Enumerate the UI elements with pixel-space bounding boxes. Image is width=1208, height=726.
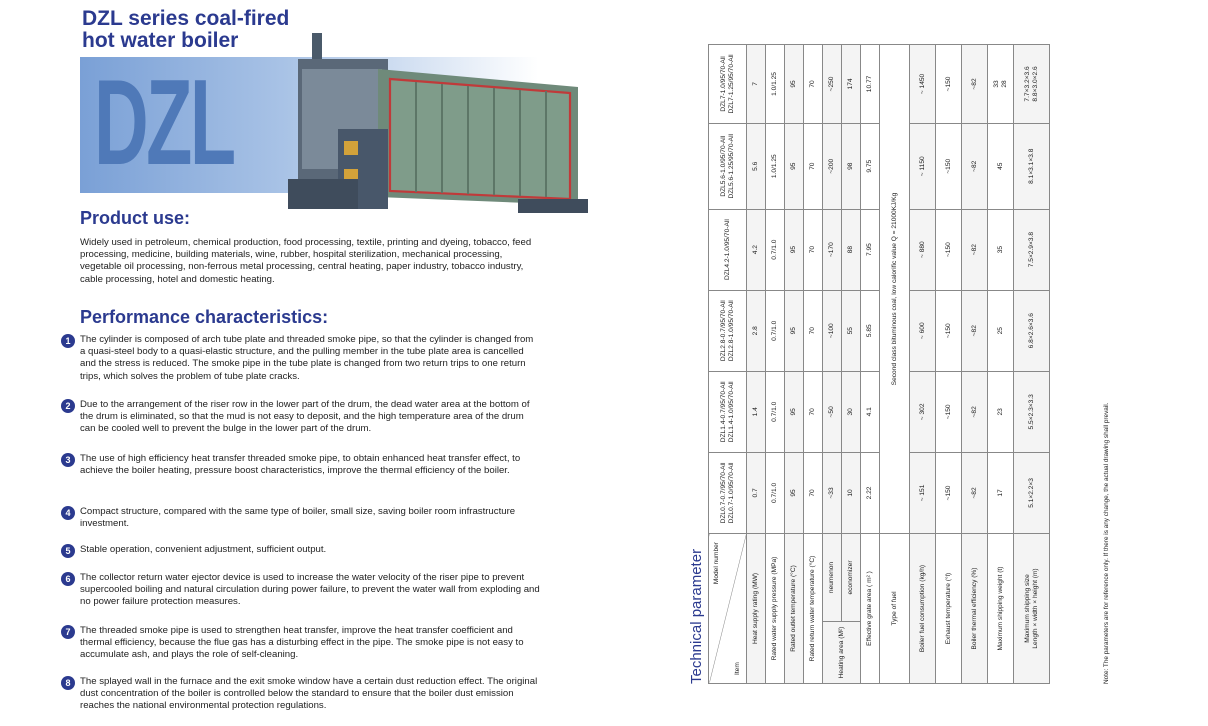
row-label: Rated return water temperature (°C) <box>804 534 823 684</box>
table-note: Note: The parameters are for reference only. If there is any change, the actual drawing shall prevail. <box>1103 402 1110 684</box>
table-cell: 5.85 <box>861 290 880 371</box>
table-cell: 0.7/1.0 <box>766 209 785 290</box>
table-cell: 25 <box>988 290 1014 371</box>
table-cell: ~150 <box>936 45 962 124</box>
table-cell: ~170 <box>823 209 842 290</box>
table-cell: ~ 1450 <box>910 45 936 124</box>
table-cell: 0.7/1.0 <box>766 452 785 533</box>
row-label: Maximum shipping weight (t) <box>988 534 1014 684</box>
hero-banner <box>80 54 538 193</box>
table-cell: ~200 <box>823 123 842 209</box>
performance-heading: Performance characteristics: <box>80 307 329 327</box>
table-cell: ~ 880 <box>910 209 936 290</box>
technical-parameter-page <box>688 34 1110 684</box>
model-cell: DZL4.2-1.0/95/70-All <box>709 209 747 290</box>
table-cell: 0.7/1.0 <box>766 371 785 452</box>
header-item: Item <box>734 662 742 675</box>
row-label: Boiler thermal efficiency (%) <box>962 534 988 684</box>
row-label: Exhaust temperature (°l) <box>936 534 962 684</box>
table-cell: 95 <box>785 371 804 452</box>
row-label: Heat supply rating (MW) <box>747 534 766 684</box>
table-cell: 70 <box>804 123 823 209</box>
table-row <box>785 45 804 684</box>
table-cell: 70 <box>804 371 823 452</box>
row-label: Boiler fuel consumption (kg/h) <box>910 534 936 684</box>
fuel-type-cell: Second class bituminous coal, low calorific value Q = 21000KJ/Kg <box>880 45 910 534</box>
model-cell: DZL0.7-0.7/95/70-All DZL0.7-1.0/95/70-All <box>709 452 747 533</box>
table-row <box>861 45 880 684</box>
table-row <box>1014 45 1050 684</box>
table-cell: 33 28 <box>988 45 1014 124</box>
row-label: Rated outlet temperature (°C) <box>785 534 804 684</box>
table-cell: ~50 <box>823 371 842 452</box>
table-cell: 7 <box>747 45 766 124</box>
table-cell: 4.2 <box>747 209 766 290</box>
hero-dzl-text: DZL <box>94 54 234 190</box>
table-row <box>842 45 861 684</box>
header-model-number: Model number <box>713 542 720 585</box>
table-row <box>766 45 785 684</box>
table-cell: 0.7 <box>747 452 766 533</box>
product-use-heading: Product use: <box>80 208 191 228</box>
table-cell: 2.8 <box>747 290 766 371</box>
item-text: The use of high efficiency heat transfer threaded smoke pipe, to obtain enhanced heat transfer effect, to achieve the boiler heating, pressure boost characteristics, improve the thermal efficiency of the boiler. <box>80 453 521 477</box>
table-cell: 1.0/1.25 <box>766 45 785 124</box>
table-cell: 35 <box>988 209 1014 290</box>
table-cell: 5.6 <box>747 123 766 209</box>
table-cell: 7.95 <box>861 209 880 290</box>
rotated-content <box>688 34 1110 684</box>
table-cell: 7.5×2.9×3.8 <box>1014 209 1050 290</box>
model-cell: DZL2.8-0.7/95/70-All DZL2.8-1.0/95/70-All <box>709 290 747 371</box>
table-cell: ~150 <box>936 209 962 290</box>
table-cell: 5.5×2.3×3.3 <box>1014 371 1050 452</box>
table-cell: ~33 <box>823 452 842 533</box>
item-text: The cylinder is composed of arch tube plate and threaded smoke pipe, so that the cylinder is changed from a quasi-steel body to a quasi-elastic structure, and the pulling member in the tube plate area is cancelled and the stress is reduced. The smoke pipe in the tube plate is changed from two return trips to one return trips, which solves the problem of tube plate cracks. <box>80 334 534 382</box>
table-cell: 95 <box>785 45 804 124</box>
row-label: Effective grate area ( m² ) <box>861 534 880 684</box>
item-number-badge: 8 <box>61 676 75 690</box>
table-cell: 2.22 <box>861 452 880 533</box>
table-cell: ~82 <box>962 290 988 371</box>
table-cell: ~82 <box>962 209 988 290</box>
item-number-badge: 4 <box>61 506 75 520</box>
technical-parameter-title: Technical parameter <box>688 548 705 684</box>
table-cell: 30 <box>842 371 861 452</box>
item-number-badge: 5 <box>61 544 75 558</box>
item-text: Compact structure, compared with the same type of boiler, small size, saving boiler room infrastructure investment. <box>80 506 516 530</box>
table-cell: 95 <box>785 290 804 371</box>
row-sublabel: neumenon <box>823 534 842 622</box>
table-header-row <box>709 45 747 684</box>
table-row <box>962 45 988 684</box>
table-cell: 55 <box>842 290 861 371</box>
table-cell: 1.4 <box>747 371 766 452</box>
table-cell: ~82 <box>962 123 988 209</box>
table-cell: ~ 151 <box>910 452 936 533</box>
table-cell: 6.8×2.6×3.6 <box>1014 290 1050 371</box>
table-cell: ~ 1150 <box>910 123 936 209</box>
table-cell: 10.77 <box>861 45 880 124</box>
table-row <box>936 45 962 684</box>
table-cell: 95 <box>785 452 804 533</box>
item-number-badge: 3 <box>61 453 75 467</box>
table-cell: ~150 <box>936 371 962 452</box>
table-cell: ~82 <box>962 371 988 452</box>
table-cell: 5.1×2.2×3 <box>1014 452 1050 533</box>
item-text: Stable operation, convenient adjustment, sufficient output. <box>80 544 327 555</box>
page-title <box>82 8 289 52</box>
table-cell: 23 <box>988 371 1014 452</box>
table-row <box>804 45 823 684</box>
row-sublabel: economizer <box>842 534 861 622</box>
model-cell: DZL7-1.0/95/70-All DZL7-1.25/95/70-All <box>709 45 747 124</box>
item-number-badge: 6 <box>61 572 75 586</box>
table-row <box>988 45 1014 684</box>
table-cell: 0.7/1.0 <box>766 290 785 371</box>
table-cell: 174 <box>842 45 861 124</box>
model-cell: DZL5.6-1.0/95/70-All DZL5.6-1.25/95/70-All <box>709 123 747 209</box>
table-cell: 45 <box>988 123 1014 209</box>
table-row <box>823 45 842 684</box>
item-text: The splayed wall in the furnace and the exit smoke window have a certain dust reduction effect. The original dust concentration of the boiler is controlled below the standard to ensure that the boiler dust emission reaches the national environmental protection regulations. <box>80 676 538 712</box>
table-cell: 10 <box>842 452 861 533</box>
table-cell: 95 <box>785 209 804 290</box>
table-cell: 8.1×3.1×3.8 <box>1014 123 1050 209</box>
table-cell: 70 <box>804 290 823 371</box>
row-label: Rated water supply pressure (MPa) <box>766 534 785 684</box>
table-cell: 70 <box>804 209 823 290</box>
table-row <box>880 45 910 684</box>
table-cell: ~250 <box>823 45 842 124</box>
table-cell: 70 <box>804 452 823 533</box>
item-number-badge: 7 <box>61 625 75 639</box>
table-cell: ~100 <box>823 290 842 371</box>
model-cell: DZL1.4-0.7/95/70-All DZL1.4-1.0/95/70-All <box>709 371 747 452</box>
table-cell: ~150 <box>936 123 962 209</box>
table-cell: 88 <box>842 209 861 290</box>
item-number-badge: 1 <box>61 334 75 348</box>
item-text: The threaded smoke pipe is used to strengthen heat transfer, improve the heat transfer coefficient and thermal efficiency, because the flue gas has a disturbing effect in the pipe. The smoke pipe is not easy to accumulate ash, and plays the role of self-cleaning. <box>80 625 524 661</box>
table-cell: ~150 <box>936 452 962 533</box>
table-row <box>910 45 936 684</box>
table-cell: ~82 <box>962 452 988 533</box>
title-line-1: DZL series coal-fired <box>82 7 290 30</box>
table-cell: 70 <box>804 45 823 124</box>
table-cell: 98 <box>842 123 861 209</box>
table-cell: 7.7×3.2×3.6 8.8×3.0×2.6 <box>1014 45 1050 124</box>
title-line-2: hot water boiler <box>82 29 239 52</box>
item-text: Due to the arrangement of the riser row in the lower part of the drum, the dead water area at the bottom of the drum is eliminated, so that the mud is not easy to deposit, and the high temperature area of the drum can be cooled well to prevent the bulge in the lower part of the drum. <box>80 399 530 435</box>
header-corner-cell <box>709 534 747 684</box>
table-cell: 1.0/1.25 <box>766 123 785 209</box>
row-label: Type of fuel <box>880 534 910 684</box>
product-use-text: Widely used in petroleum, chemical production, food processing, textile, printing and dyeing, tobacco, feed processing, medicine, building materials, wine, rubber, hospital sterilization, mechanical processing, vegetable oil processing, non-ferrous metal processing, central heating, paper industry, tobacco industry, cable processing, hotel and domestic heating. <box>80 237 532 285</box>
item-number-badge: 2 <box>61 399 75 413</box>
table-cell: 95 <box>785 123 804 209</box>
boiler-illustration <box>278 29 618 229</box>
table-cell: ~82 <box>962 45 988 124</box>
table-cell: ~150 <box>936 290 962 371</box>
table-cell: ~ 302 <box>910 371 936 452</box>
heating-area-label: Heating area (M²) <box>823 622 861 684</box>
technical-parameter-table <box>708 44 1050 684</box>
row-label: Maximum shipping size Length × width × height (m) <box>1014 534 1050 684</box>
table-cell: ~ 600 <box>910 290 936 371</box>
item-text: The collector return water ejector device is used to increase the water velocity of the riser pipe to prevent supercooled boiling and natural circulation during power failure, to prevent the water wall from exploding and no power failure protection measures. <box>80 572 540 608</box>
table-cell: 17 <box>988 452 1014 533</box>
table-cell: 4.1 <box>861 371 880 452</box>
table-cell: 9.75 <box>861 123 880 209</box>
table-row <box>747 45 766 684</box>
